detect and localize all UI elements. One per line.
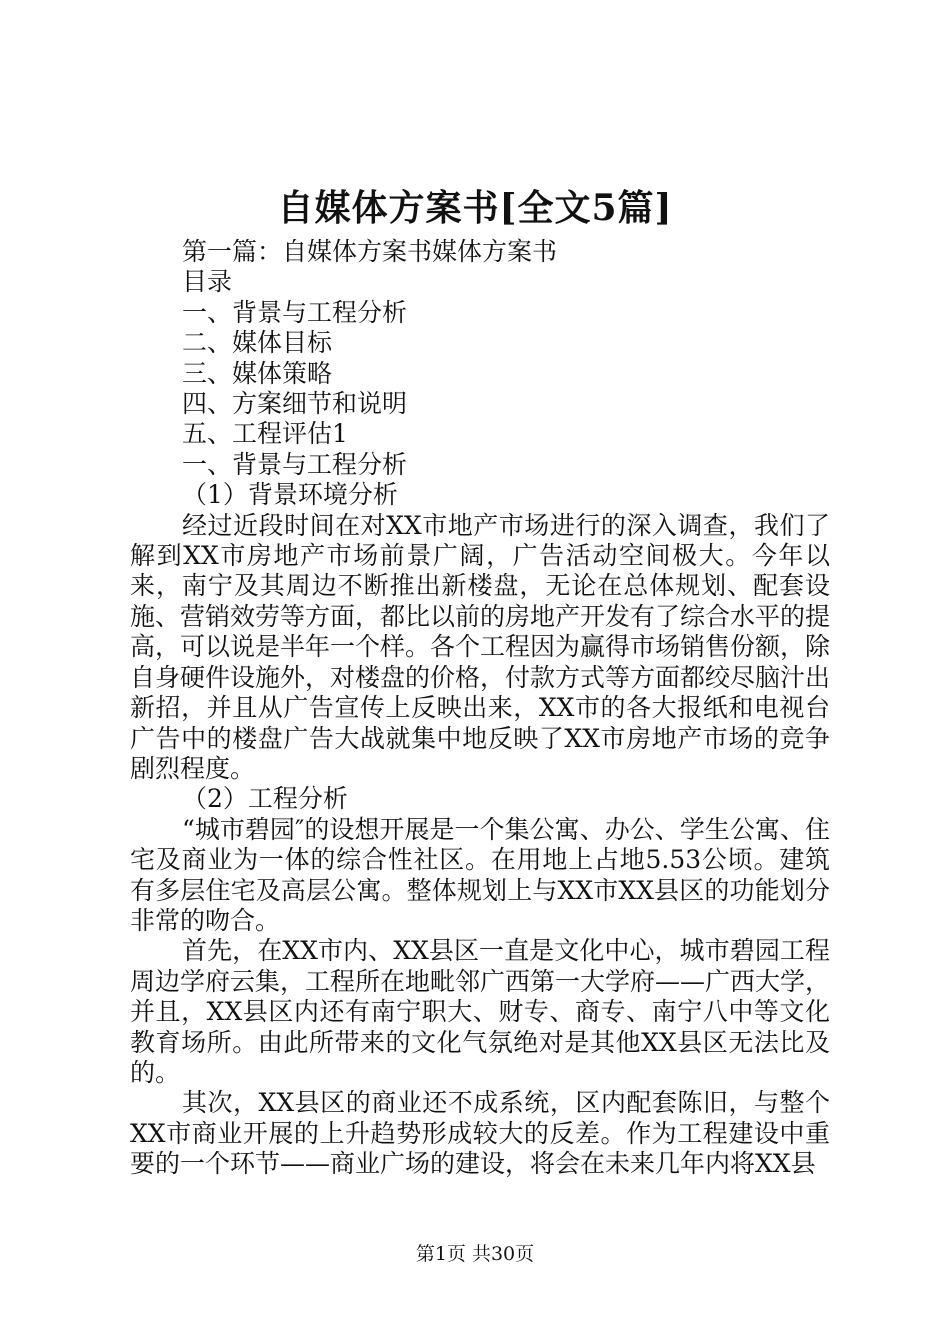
paragraph-body: 首先，在XX市内、XX县区一直是文化中心，城市碧园工程周边学府云集，工程所在地毗邻广西第一大学府——广西大学，并且，XX县区内还有南宁职大、财专、商专、南宁八中等文化教育场所。由此所带来的文化气氛绝对是其他XX县区无法比及的。 [130, 936, 831, 1087]
paragraph-toc-item: 四、方案细节和说明 [182, 389, 408, 419]
paragraph-toc-item: 五、工程评估1 [182, 419, 348, 449]
paragraph-toc-item: 二、媒体目标 [182, 328, 333, 358]
page-footer: 第1页 共30页 [415, 1243, 535, 1265]
paragraph-toc-item: 一、背景与工程分析 [182, 297, 408, 327]
paragraph-section-heading: 一、背景与工程分析 [182, 449, 408, 479]
paragraph-subsection-heading: （1）背景环境分析 [182, 480, 398, 510]
paragraph-chapter-heading: 第一篇：自媒体方案书媒体方案书 [182, 237, 558, 266]
paragraph-toc-heading: 目录 [182, 267, 233, 297]
paragraph-body: “城市碧园″的设想开展是一个集公寓、办公、学生公寓、住宅及商业为一体的综合性社区。在用地上占地5.53公顷。建筑有多层住宅及高层公寓。整体规划上与XX市XX县区的功能划分非常的吻合。 [130, 814, 830, 935]
paragraph-toc-item: 三、媒体策略 [182, 358, 333, 388]
paragraph-body: 其次，XX县区的商业还不成系统，区内配套陈旧，与整个XX市商业开展的上升趋势形成较大的反差。作为工程建设中重要的一个环节——商业广场的建设，将会在未来几年内将XX县 [130, 1088, 830, 1179]
paragraph-body: 经过近段时间在对XX市地产市场进行的深入调查，我们了解到XX市房地产市场前景广阔，广告活动空间极大。今年以来，南宁及其周边不断推出新楼盘，无论在总体规划、配套设施、营销效劳等方面，都比以前的房地产开发有了综合水平的提高，可以说是半年一个样。各个工程因为赢得市场销售份额，除自身硬件设施外，对楼盘的价格，付款方式等方面都绞尽脑汁出新招，并且从广告宣传上反映出来，XX市的各大报纸和电视台广告中的楼盘广告大战就集中地反映了XX市房地产市场的竞争剧烈程度。 [130, 510, 831, 783]
document-title: 自媒体方案书[全文5篇] [277, 187, 673, 229]
paragraph-subsection-heading: （2）工程分析 [182, 784, 348, 814]
document-body [130, 237, 830, 1180]
